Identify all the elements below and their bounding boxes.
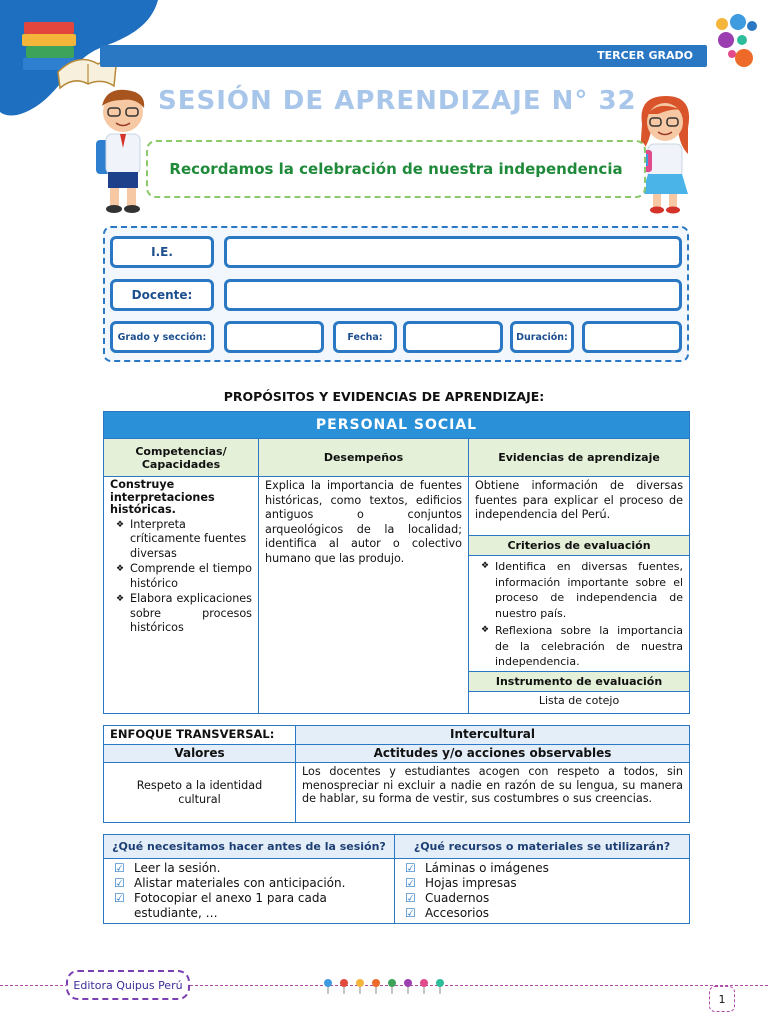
transversal-label: ENFOQUE TRANSVERSAL: [104,726,296,745]
grade-bar [100,45,707,67]
list-item: ❖ Elabora explicaciones sobre procesos históricos [130,592,252,636]
competencias-cell [104,477,259,714]
duracion-label: Duración: [510,321,574,353]
ie-label: I.E. [110,236,214,268]
list-item: ☑ Láminas o imágenes [425,861,681,876]
capacidades-list [110,518,252,636]
docente-field[interactable] [224,279,682,311]
criterios-list [469,556,689,671]
session-title: SESIÓN DE APRENDIZAJE N° 32 [158,86,637,116]
info-form-panel [103,226,689,362]
ie-field[interactable] [224,236,682,268]
grado-label: Grado y sección: [110,321,214,353]
grado-field[interactable] [224,321,324,353]
resources-header: ¿Qué recursos o materiales se utilizarán? [395,835,690,859]
list-item: ☑ Accesorios [425,906,681,921]
list-item: ❖ Comprende el tiempo histórico [130,562,252,591]
fecha-field[interactable] [403,321,503,353]
evidencias-cell [469,477,690,714]
docente-label: Docente: [110,279,214,311]
list-item: ☑ Fotocopiar el anexo 1 para cada estudiante, … [134,891,386,921]
list-item: ☑ Alistar materiales con anticipación. [134,876,386,891]
before-session-header: ¿Qué necesitamos hacer antes de la sesión? [104,835,395,859]
list-item: ☑ Leer la sesión. [134,861,386,876]
actitudes-header: Actitudes y/o acciones observables [296,744,690,763]
fecha-label: Fecha: [333,321,397,353]
col-evidencias: Evidencias de aprendizaje [469,439,690,477]
colored-pins-icon [322,976,446,996]
instrumento-header: Instrumento de evaluación [469,671,689,692]
actitud-cell: Los docentes y estudiantes acogen con respeto a todos, sin menospreciar ni excluir a nadie en razón de su lengua, su manera de hablar, su forma de vestir, sus costumbres o sus creencias. [296,763,690,823]
list-item: ❖ Identifica en diversas fuentes, información importante sobre el proceso de independencia de nuestro país. [495,559,683,621]
before-session-list [112,861,386,921]
instrumento-value: Lista de cotejo [538,694,620,707]
subject-header: PERSONAL SOCIAL [104,412,690,439]
evidencia-text: Obtiene información de diversas fuentes para explicar el proceso de independencia del Perú. [475,479,684,521]
valores-header: Valores [104,744,296,763]
col-competencias: Competencias/ Capacidades [104,439,259,477]
subtitle-box [146,140,646,198]
grade-label: TERCER GRADO [597,49,693,62]
resources-cell [395,859,690,924]
needs-resources-table [103,834,690,924]
list-item: ❖ Reflexiona sobre la importancia de la celebración de nuestra independencia. [495,623,683,670]
publisher-badge: Editora Quipus Perú [66,970,190,1000]
transversal-table [103,725,690,823]
page-number: 1 [709,986,735,1012]
before-session-cell [104,859,395,924]
boy-illustration-icon [92,88,154,214]
personal-social-table [103,411,690,714]
colored-dots-icon [712,12,760,70]
duracion-field[interactable] [582,321,682,353]
col-desempenos: Desempeños [259,439,469,477]
valor-cell: Respeto a la identidad cultural [104,763,296,823]
competencia-title: Construye interpretaciones históricas. [110,478,215,516]
session-subtitle: Recordamos la celebración de nuestra independencia [169,160,623,178]
purposes-heading: PROPÓSITOS Y EVIDENCIAS DE APRENDIZAJE: [223,389,545,404]
resources-list [403,861,681,921]
list-item: ❖ Interpreta críticamente fuentes diversas [130,518,252,562]
list-item: ☑ Hojas impresas [425,876,681,891]
desempeno-cell: Explica la importancia de fuentes históricas, como textos, edificios antiguos o conjuntos arqueológicos de la localidad; identifica al autor o colectivo humano que las produjo. [259,477,469,714]
criterios-header: Criterios de evaluación [469,535,689,556]
transversal-value: Intercultural [296,726,690,745]
list-item: ☑ Cuadernos [425,891,681,906]
